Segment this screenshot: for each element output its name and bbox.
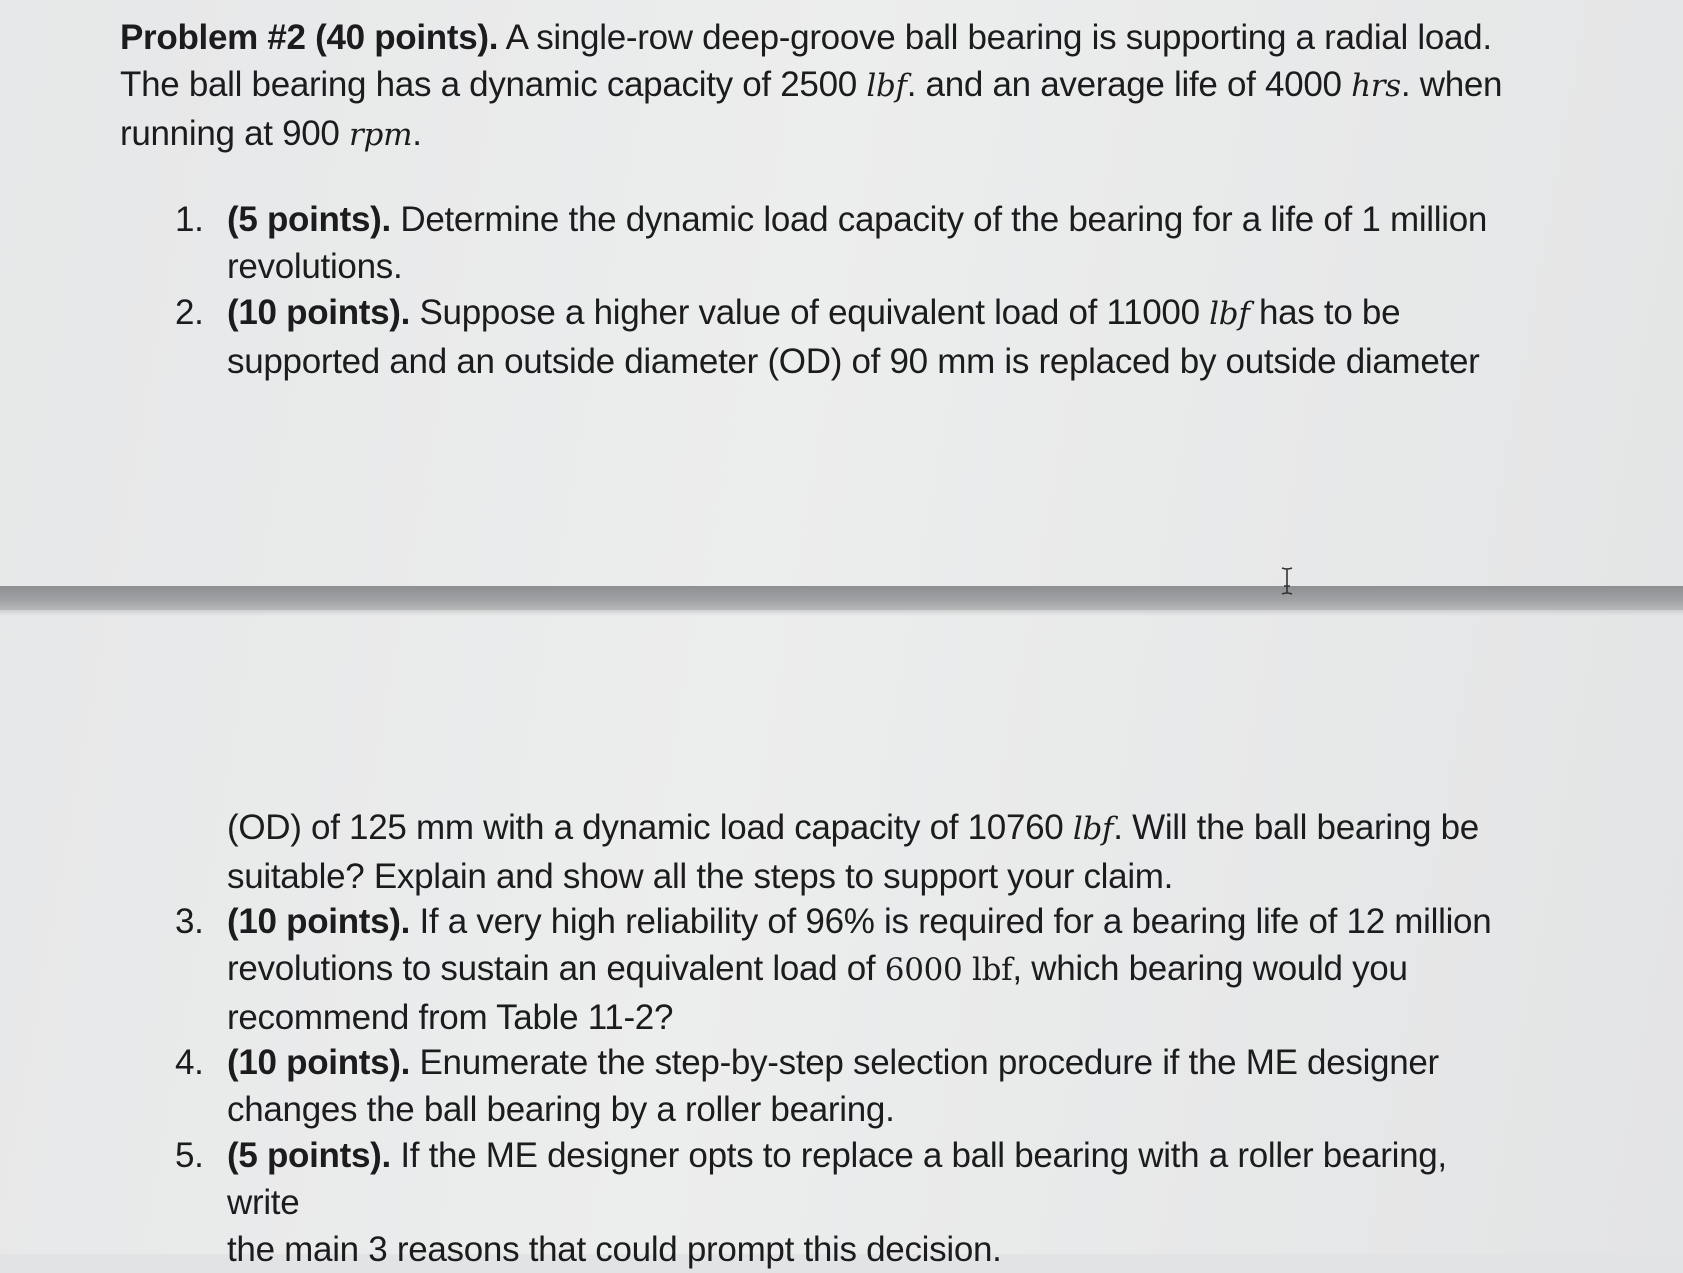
item-body: (5 points). Determine the dynamic load capacity of the bearing for a life of 1 million revolutions.: [227, 200, 1488, 286]
item-body: (5 points). If the ME designer opts to replace a ball bearing with a roller bearing, write the main 3 reasons that could prompt this decision.: [227, 1136, 1447, 1269]
unit-rpm: rpm: [349, 117, 413, 153]
unit-hrs: hrs: [1351, 68, 1401, 104]
list-item-5: [175, 1132, 1515, 1273]
item-points: (5 points).: [227, 200, 391, 239]
item-number: 5.: [175, 1136, 204, 1175]
problem-line-3: running at 900 rpm.: [120, 114, 422, 153]
item-body: (10 points). Suppose a higher value of equivalent load of 11000 lbf has to be supported and an outside diameter (OD) of 90 mm is replaced by outside diameter: [227, 293, 1480, 381]
page-break-divider: [0, 586, 1683, 610]
unit-lbf: lbf: [866, 68, 907, 104]
item-number: 4.: [175, 1043, 204, 1082]
problem-heading: Problem #2 (40 points).: [120, 18, 499, 57]
list-item-3: [175, 898, 1515, 1041]
unit-lbf: lbf: [1209, 296, 1250, 332]
divider-shadow: [0, 610, 1683, 616]
item-body: (10 points). If a very high reliability of 96% is required for a bearing life of 12 million revolutions to sustain an equivalent load of 6000 lbf, which bearing would you recommend from Table 11-2?: [227, 902, 1492, 1037]
list-item-2: [175, 289, 1515, 385]
unit-lbf: lbf: [1072, 811, 1114, 847]
problem-line-2: The ball bearing has a dynamic capacity of 2500 lbf. and an average life of 4000 hrs. when: [120, 65, 1503, 104]
item-points: (10 points).: [227, 902, 411, 941]
item-number: 1.: [175, 200, 204, 239]
item-number: 2.: [175, 293, 204, 332]
i-beam-cursor-icon: [1280, 566, 1294, 596]
list-item-4: [175, 1039, 1515, 1133]
item-number: 3.: [175, 902, 204, 941]
list-item-1: [175, 196, 1515, 290]
list-item-2-continuation: (OD) of 125 mm with a dynamic load capacity of 10760 lbf. Will the ball bearing be suitable? Explain and show all the steps to support your claim.: [227, 808, 1479, 896]
item-points: (10 points).: [227, 1043, 411, 1082]
item-body: (10 points). Enumerate the step-by-step selection procedure if the ME designer changes the ball bearing by a roller bearing.: [227, 1043, 1439, 1129]
problem-line-1: Problem #2 (40 points). A single-row deep-groove ball bearing is supporting a radial load.: [120, 18, 1492, 57]
item-points: (10 points).: [227, 293, 411, 332]
load-value: 6000 lbf: [884, 952, 1013, 988]
problem-statement: [120, 14, 1510, 159]
item-points: (5 points).: [227, 1136, 391, 1175]
